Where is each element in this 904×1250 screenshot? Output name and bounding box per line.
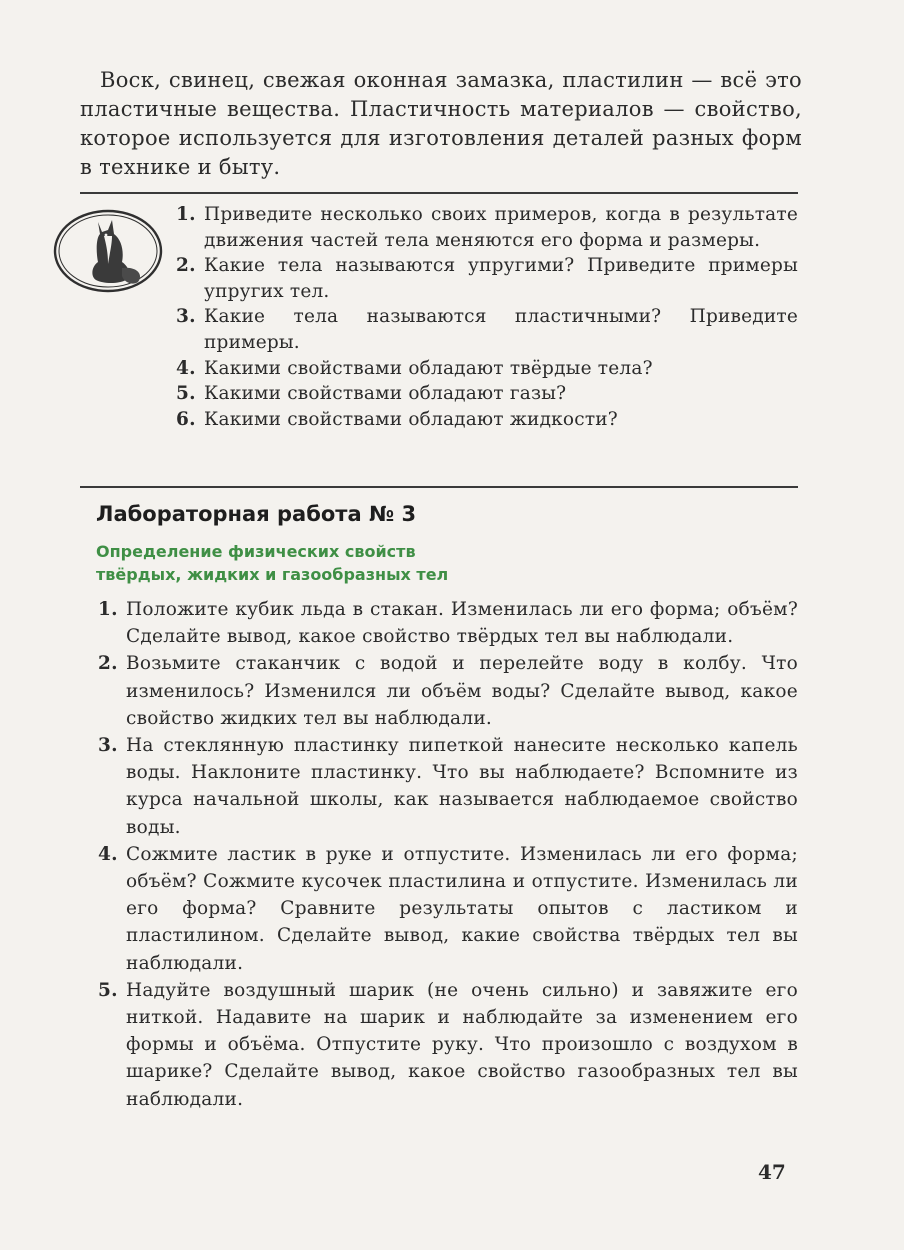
question-item: 5. Какими свойствами обладают газы?	[176, 383, 567, 405]
question-item: 4. Какими свойствами обладают твёрдые тела?	[176, 357, 653, 379]
question-item: 2. Какие тела называются упругими? Приведите примеры упругих тел.	[176, 255, 798, 302]
task-item: 4. Сожмите ластик в руке и отпустите. Изменилась ли его форма; объём? Сожмите кусочек пластилина и отпустите. Изменилась ли его форма? Сравните результаты опытов с ластиком и пластилином. Сделайте вывод, какие свойства твёрдых тел вы наблюдали.	[98, 843, 798, 974]
lab-subtitle	[96, 540, 656, 586]
review-questions	[174, 202, 798, 432]
lab-subtitle-line-1: Определение физических свойств	[96, 542, 416, 561]
intro-paragraph: Воск, свинец, свежая оконная замазка, пластилин — всё это пластичные вещества. Пластичность материалов — свойство, которое используется для изготовления деталей разных форм в технике и быту.	[80, 68, 802, 179]
fox-emblem-icon	[52, 208, 164, 294]
question-item: 1. Приведите несколько своих примеров, когда в результате движения частей тела меняются его форма и размеры.	[176, 204, 798, 251]
section-divider-bottom	[80, 486, 798, 488]
task-item: 2. Возьмите стаканчик с водой и перелейте воду в колбу. Что изменилось? Изменился ли объём воды? Сделайте вывод, какое свойство жидких тел вы наблюдали.	[98, 653, 798, 729]
page-number: 47	[758, 1160, 786, 1184]
task-item: 1. Положите кубик льда в стакан. Изменилась ли его форма; объём? Сделайте вывод, какое свойство твёрдых тел вы наблюдали.	[98, 599, 798, 648]
task-item: 3. На стеклянную пластинку пипеткой нанесите несколько капель воды. Наклоните пластинку. Что вы наблюдаете? Вспомните из курса начальной школы, как называется наблюдаемое свойство воды.	[98, 735, 798, 838]
lab-title: Лабораторная работа № 3	[96, 502, 417, 526]
task-item: 5. Надуйте воздушный шарик (не очень сильно) и завяжите его ниткой. Надавите на шарик и наблюдайте за изменением его формы и объёма. Отпустите руку. Что произошло с воздухом в шарике? Сделайте вывод, какое свойство газообразных тел вы наблюдали.	[98, 979, 798, 1110]
section-divider-top	[80, 192, 798, 194]
question-item: 6. Какими свойствами обладают жидкости?	[176, 408, 618, 430]
lab-tasks	[96, 596, 798, 1113]
lab-subtitle-line-2: твёрдых, жидких и газообразных тел	[96, 565, 449, 584]
question-item: 3. Какие тела называются пластичными? Приведите примеры.	[176, 306, 798, 353]
